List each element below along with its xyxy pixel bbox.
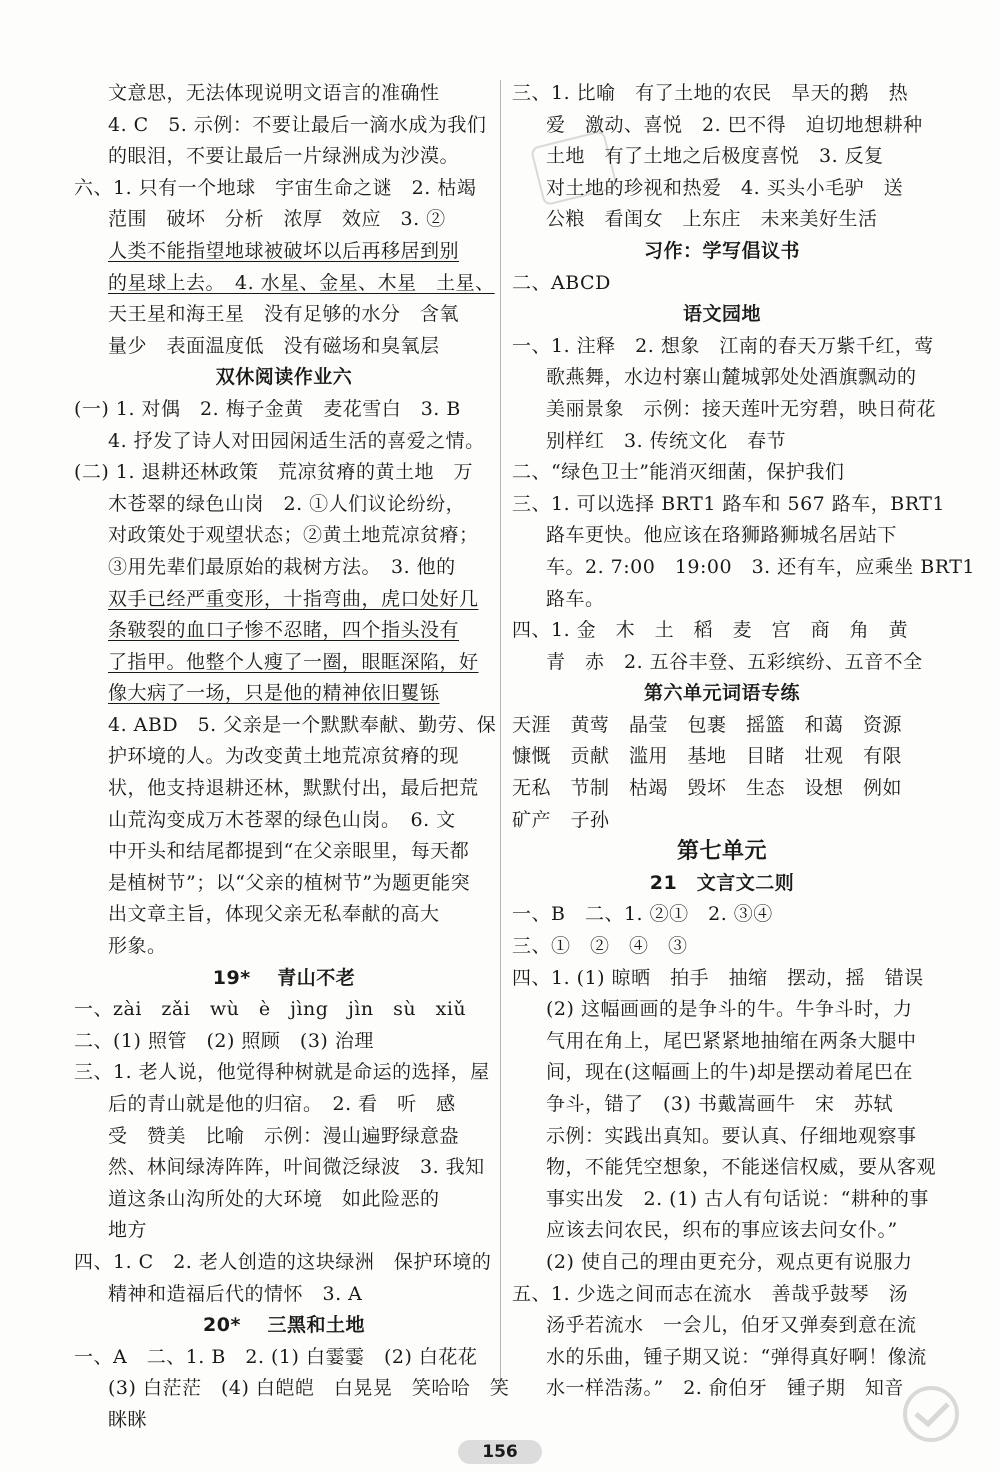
answer-line: 美丽景象 示例：接天莲叶无穷碧，映日荷花 xyxy=(546,397,937,420)
answer-line xyxy=(74,615,494,647)
answer-line xyxy=(74,268,494,300)
page-number: 156 xyxy=(458,1440,542,1464)
answer-line: 地方 xyxy=(108,1219,148,1242)
underlined-text: 双手已经严重变形，十指弯曲，虎口处好几 xyxy=(108,587,479,610)
answer-line xyxy=(74,584,494,616)
answer-line: 争斗，错了 (3) 书戴嵩画牛 宋 苏轼 xyxy=(546,1093,893,1115)
answer-line: 示例：实践出真知。要认真、仔细地观察事 xyxy=(546,1124,917,1147)
answer-line: 车。2. 7:00 19:00 3. 还有车，应乘坐 BRT1 xyxy=(546,555,975,578)
answer-line: 物，不能凭空想象，不能迷信权威，要从客观 xyxy=(546,1156,937,1179)
answer-line: 二、“绿色卫士”能消灭细菌，保护我们 xyxy=(512,461,845,484)
answer-line: 水一样浩荡。” 2. 俞伯牙 锺子期 知音 xyxy=(546,1377,904,1400)
left-column xyxy=(74,78,510,1437)
underlined-text: 了指甲。他整个人瘦了一圈，眼眶深陷，好 xyxy=(108,650,479,673)
answer-line: 矿产 子孙 xyxy=(512,808,610,831)
answer-line: 对政策处于观望状态；②黄土地荒凉贫瘠； xyxy=(108,524,479,547)
answer-line: (二) 1. 退耕还林政策 荒凉贫瘠的黄土地 万 xyxy=(74,461,474,484)
answer-line: 事实出发 2. (1) 古人有句话说：“耕种的事 xyxy=(546,1187,929,1210)
section-heading: 20* 三黑和土地 xyxy=(203,1314,365,1337)
answer-line: 4. ABD 5. 父亲是一个默默奉献、勤劳、保 xyxy=(108,713,497,736)
underlined-text: 的星球上去。 4. 水星、金星、木星 土星、 xyxy=(108,271,495,294)
answer-line: 一、A 二、1. B 2. (1) 白霎霎 (2) 白花花 xyxy=(74,1345,478,1368)
answer-line: 状，他支持退耕还林，默默付出，最后把荒 xyxy=(108,777,479,800)
answer-line: (3) 白茫茫 (4) 白皑皑 白晃晃 笑哈哈 笑 xyxy=(108,1377,510,1400)
answer-line: 三、1. 可以选择 BRT1 路车和 567 路车，BRT1 xyxy=(512,492,945,515)
answer-line: 然、林间绿涛阵阵，叶间微泛绿波 3. 我知 xyxy=(108,1156,485,1179)
answer-line: 4. 抒发了诗人对田园闲适生活的喜爱之情。 xyxy=(108,429,485,452)
answer-line: 四、1. C 2. 老人创造的这块绿洲 保护环境的 xyxy=(74,1250,492,1273)
answer-line: 三、1. 老人说，他觉得种树就是命运的选择，屋 xyxy=(74,1061,490,1084)
answer-line: 四、1. (1) 晾晒 拍手 抽缩 摆动，摇 错误 xyxy=(512,966,924,989)
answer-line: 量少 表面温度低 没有磁场和臭氧层 xyxy=(108,334,440,357)
answer-line: 公粮 看闺女 上东庄 未来美好生活 xyxy=(546,208,878,231)
answer-line: 中开头和结尾都提到“在父亲眼里，每天都 xyxy=(108,840,470,863)
answer-line: 三、① ② ④ ③ xyxy=(512,935,688,958)
answer-line: 三、1. 比喻 有了土地的农民 旱天的鹅 热 xyxy=(512,82,909,104)
answer-line: 道这条山沟所处的大环境 如此险恶的 xyxy=(108,1187,440,1210)
answer-line xyxy=(74,678,494,710)
answer-line: 形象。 xyxy=(108,935,167,958)
answer-line: 气用在角上，尾巴紧紧地抽缩在两条大腿中 xyxy=(546,1029,917,1052)
answer-line: 青 赤 2. 五谷丰登、五彩缤纷、五音不全 xyxy=(546,650,923,673)
answer-line: 的眼泪，不要让最后一片绿洲成为沙漠。 xyxy=(108,145,460,168)
section-heading: 双休阅读作业六 xyxy=(215,366,353,389)
answer-line: 歌燕舞，水边村寨山麓城郭处处酒旗飘动的 xyxy=(546,366,917,389)
answer-line: 范围 破坏 分析 浓厚 效应 3. ② xyxy=(108,208,446,231)
column-divider xyxy=(500,80,501,1390)
answer-line: 天王星和海王星 没有足够的水分 含氧 xyxy=(108,303,460,326)
answer-line: 水的乐曲，锺子期又说：“弹得真好啊！像流 xyxy=(546,1345,927,1368)
answer-line: 土地 有了土地之后极度喜悦 3. 反复 xyxy=(546,145,884,168)
answer-line: (2) 使自己的理由更充分，观点更有说服力 xyxy=(546,1250,913,1273)
answer-line: 一、1. 注释 2. 想象 江南的春天万紫千红，莺 xyxy=(512,334,934,357)
answer-line: 别样红 3. 传统文化 春节 xyxy=(546,429,787,452)
answer-line: 二、(1) 照管 (2) 照顾 (3) 治理 xyxy=(74,1029,374,1052)
section-heading: 第六单元词语专练 xyxy=(643,682,800,705)
answer-line: 爱 激动、喜悦 2. 巴不得 迫切地想耕种 xyxy=(546,113,923,136)
answer-line: 天涯 黄莺 晶莹 包裹 摇篮 和蔼 资源 xyxy=(512,713,903,736)
answer-line: 受 赞美 比喻 示例：漫山遍野绿意盎 xyxy=(108,1124,460,1147)
answer-line: 4. C 5. 示例：不要让最后一滴水成为我们 xyxy=(108,113,487,136)
section-heading: 19* 青山不老 xyxy=(212,966,356,989)
answer-line: 路车。 xyxy=(546,587,605,610)
answer-line: 木苍翠的绿色山岗 2. ①人们议论纷纷， xyxy=(108,492,466,515)
answer-line: (2) 这幅画画的是争斗的牛。牛争斗时，力 xyxy=(546,998,913,1021)
answer-line: 对土地的珍视和热爱 4. 买头小毛驴 送 xyxy=(546,176,904,199)
answer-line: 四、1. 金 木 土 稻 麦 宫 商 角 黄 xyxy=(512,619,909,642)
right-column xyxy=(512,78,975,1405)
section-heading: 习作：学写倡议书 xyxy=(643,239,800,262)
answer-line: 出文章主旨，体现父亲无私奉献的高大 xyxy=(108,903,440,926)
answer-line: 路车更快。他应该在珞狮路狮城名居站下 xyxy=(546,524,898,547)
answer-line: 间，现在(这幅画上的牛)却是摆动着尾巴在 xyxy=(546,1061,913,1084)
answer-line: 汤乎若流水 一会儿，伯牙又弹奏到意在流 xyxy=(546,1314,917,1337)
answer-line: 慷慨 贡献 滥用 基地 目睹 壮观 有限 xyxy=(512,745,903,768)
answer-line: 五、1. 少选之间而志在流水 善哉乎鼓琴 汤 xyxy=(512,1282,909,1305)
answer-line: 二、ABCD xyxy=(512,271,611,294)
answer-line: 精神和造福后代的情怀 3. A xyxy=(108,1282,363,1305)
answer-line: 一、B 二、1. ②① 2. ③④ xyxy=(512,903,773,926)
answer-line: 应该去问农民，织布的事应该去问女仆。” xyxy=(546,1219,898,1242)
answer-line: (一) 1. 对偶 2. 梅子金黄 麦花雪白 3. B xyxy=(74,397,461,420)
answer-line: 山荒沟变成万木苍翠的绿色山岗。 6. 文 xyxy=(108,808,456,831)
answer-line: 眯眯 xyxy=(108,1408,148,1431)
answer-line: 文意思，无法体现说明文语言的准确性 xyxy=(108,82,440,104)
answer-line: ③用先辈们最原始的栽树方法。 3. 他的 xyxy=(108,555,456,578)
answer-line xyxy=(74,647,494,679)
answer-line xyxy=(74,236,494,268)
section-heading: 第七单元 xyxy=(676,839,767,865)
underlined-text: 条皲裂的血口子惨不忍睹，四个指头没有 xyxy=(108,619,460,642)
watermark-logo xyxy=(876,1380,986,1464)
answer-line: 六、1. 只有一个地球 宇宙生命之谜 2. 枯竭 xyxy=(74,176,477,199)
answer-line: 一、zài zǎi wù è jìng jìn sù xiǔ xyxy=(74,998,467,1021)
underlined-text: 人类不能指望地球被破坏以后再移居到别 xyxy=(108,239,460,262)
answer-line: 是植树节”；以“父亲的植树节”为题更能突 xyxy=(108,871,471,894)
underlined-text: 像大病了一场，只是他的精神依旧矍铄 xyxy=(108,682,440,705)
answer-line: 无私 节制 枯竭 毁坏 生态 设想 例如 xyxy=(512,777,903,800)
section-heading: 语文园地 xyxy=(682,303,761,326)
answer-line: 护环境的人。为改变黄土地荒凉贫瘠的现 xyxy=(108,745,460,768)
section-heading: 21 文言文二则 xyxy=(649,871,795,894)
answer-line: 后的青山就是他的归宿。 2. 看 听 感 xyxy=(108,1093,456,1115)
